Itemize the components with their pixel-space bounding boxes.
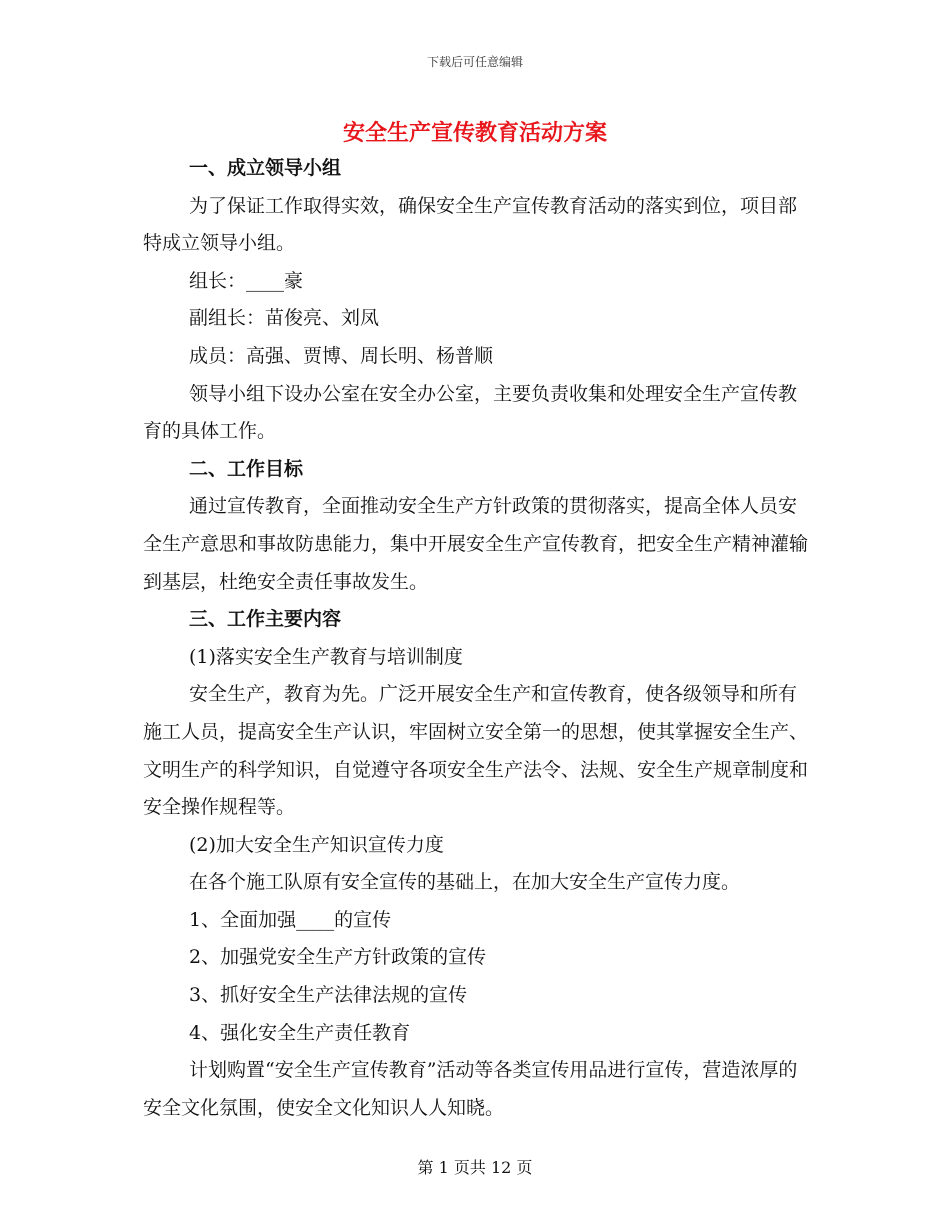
- section-heading-3: 三、工作主要内容: [189, 608, 342, 631]
- list-item: 2、加强党安全生产方针政策的宣传: [189, 946, 487, 969]
- deputy-leader-line: 副组长：苗俊亮、刘凤: [189, 307, 380, 330]
- paragraph: 安全生产，教育为先。广泛开展安全生产和宣传教育，使各级领导和所有施工人员，提高安全生产认识，牢固树立安全第一的思想，使其掌握安全生产、文明生产的科学知识，自觉遵守各项安全生产法令、法规、安全生产规章制度和安全操作规程等。: [143, 683, 809, 819]
- subheading: (2)加大安全生产知识宣传力度: [189, 833, 444, 856]
- leader-line: 组长：____豪: [189, 269, 304, 292]
- members-line: 成员：高强、贾博、周长明、杨普顺: [189, 344, 494, 367]
- paragraph: 领导小组下设办公室在安全办公室，主要负责收集和处理安全生产宣传教育的具体工作。: [143, 382, 798, 443]
- list-item: 4、强化安全生产责任教育: [189, 1021, 411, 1044]
- paragraph: 为了保证工作取得实效，确保安全生产宣传教育活动的落实到位，项目部特成立领导小组。: [143, 194, 798, 255]
- paragraph: 通过宣传教育，全面推动安全生产方针政策的贯彻落实，提高全体人员安全生产意思和事故防患能力，集中开展安全生产宣传教育，把安全生产精神灌输到基层，杜绝安全责任事故发生。: [143, 495, 809, 593]
- header-note: 下载后可任意编辑: [426, 55, 523, 69]
- paragraph: 在各个施工队原有安全宣传的基础上，在加大安全生产宣传力度。: [189, 871, 741, 894]
- document-title: 安全生产宣传教育活动方案: [342, 120, 607, 146]
- page-number: 第 1 页共 12 页: [417, 1158, 533, 1177]
- document-body: [143, 150, 813, 1127]
- section-heading-1: 一、成立领导小组: [189, 157, 342, 179]
- list-item: 3、抓好安全生产法律法规的宣传: [189, 984, 468, 1007]
- subheading: (1)落实安全生产教育与培训制度: [189, 645, 463, 668]
- list-item: 1、全面加强____的宣传: [189, 908, 392, 931]
- section-heading-2: 二、工作目标: [189, 457, 304, 480]
- paragraph: 计划购置“安全生产宣传教育”活动等各类宣传用品进行宣传，营造浓厚的安全文化氛围，使安全文化知识人人知晓。: [143, 1059, 798, 1119]
